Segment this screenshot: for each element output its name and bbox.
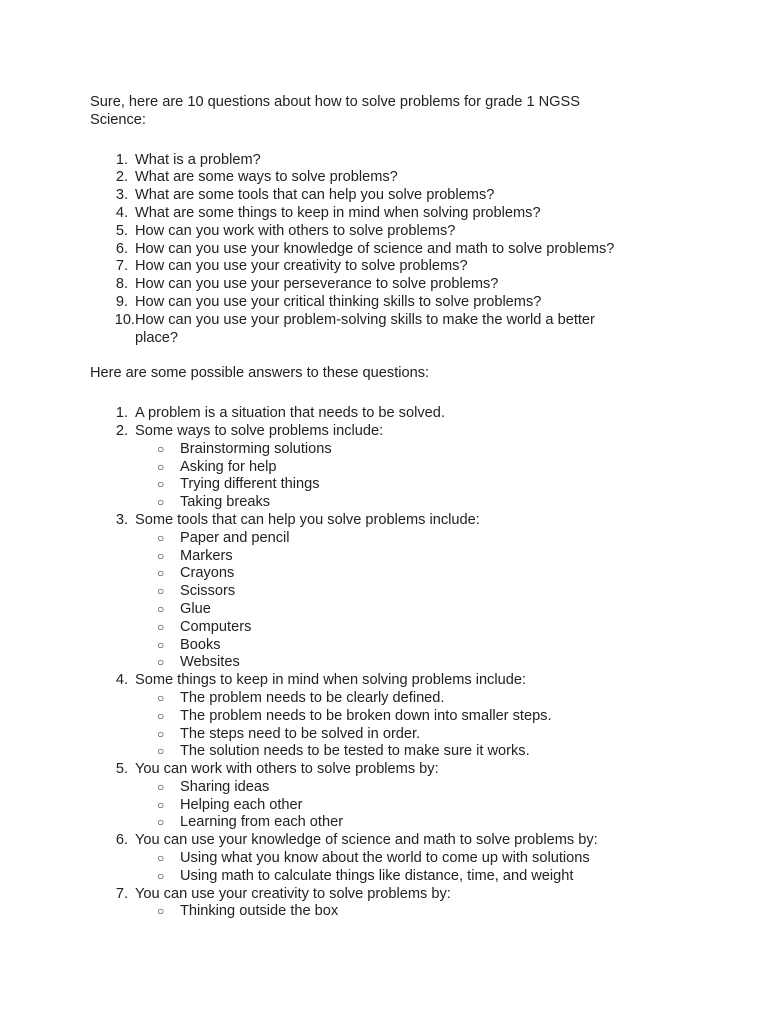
answers-intro-paragraph: Here are some possible answers to these questions: xyxy=(90,365,430,382)
sub-list-item xyxy=(135,708,635,726)
list-number: 7. xyxy=(115,258,128,275)
sub-list-item xyxy=(135,814,635,832)
hollow-bullet-icon: ○ xyxy=(157,548,165,563)
list-number: 5. xyxy=(115,222,128,239)
hollow-bullet-icon: ○ xyxy=(157,477,165,492)
sub-item-text: The problem needs to be clearly defined. xyxy=(180,689,445,706)
answer-text: You can use your knowledge of science and math to solve problems by: xyxy=(135,832,598,849)
sub-list-item xyxy=(135,868,635,886)
hollow-bullet-icon: ○ xyxy=(157,797,165,812)
sub-list-item xyxy=(135,743,635,761)
question-text: How can you use your creativity to solve problems? xyxy=(135,258,468,275)
sub-item-text: Using math to calculate things like distance, time, and weight xyxy=(180,867,574,884)
answer-item xyxy=(90,405,635,423)
answer-item xyxy=(90,761,635,832)
sub-item-text: Glue xyxy=(180,600,211,617)
answer-text: You can work with others to solve problems by: xyxy=(135,761,439,778)
sub-item-text: Books xyxy=(180,636,221,653)
hollow-bullet-icon: ○ xyxy=(157,815,165,830)
list-number: 2. xyxy=(115,169,128,186)
list-number: 6. xyxy=(115,832,128,849)
sub-list xyxy=(135,690,635,761)
question-text: How can you use your perseverance to solve problems? xyxy=(135,276,499,293)
hollow-bullet-icon: ○ xyxy=(157,619,165,634)
sub-item-text: The solution needs to be tested to make sure it works. xyxy=(180,743,530,760)
sub-list-item xyxy=(135,850,635,868)
answer-text: Some tools that can help you solve problems include: xyxy=(135,511,480,528)
sub-list xyxy=(135,441,635,512)
answer-text: Some ways to solve problems include: xyxy=(135,422,384,439)
list-number: 7. xyxy=(115,885,128,902)
question-item xyxy=(90,294,635,312)
sub-item-text: Thinking outside the box xyxy=(180,903,339,920)
question-text: What are some tools that can help you solve problems? xyxy=(135,187,495,204)
hollow-bullet-icon: ○ xyxy=(157,566,165,581)
question-item xyxy=(90,241,635,259)
list-number: 5. xyxy=(115,761,128,778)
sub-item-text: Helping each other xyxy=(180,796,303,813)
answer-item xyxy=(90,512,635,672)
list-number: 6. xyxy=(115,240,128,257)
hollow-bullet-icon: ○ xyxy=(157,726,165,741)
hollow-bullet-icon: ○ xyxy=(157,708,165,723)
sub-list-item xyxy=(135,726,635,744)
sub-item-text: Computers xyxy=(180,618,252,635)
sub-list-item xyxy=(135,654,635,672)
sub-item-text: Taking breaks xyxy=(180,494,271,511)
hollow-bullet-icon: ○ xyxy=(157,904,165,919)
hollow-bullet-icon: ○ xyxy=(157,441,165,456)
answer-item xyxy=(90,672,635,761)
answer-item xyxy=(90,423,635,512)
list-number: 3. xyxy=(115,511,128,528)
question-text: What are some things to keep in mind when solving problems? xyxy=(135,204,541,221)
sub-list-item xyxy=(135,583,635,601)
sub-list-item xyxy=(135,548,635,566)
list-number: 2. xyxy=(115,422,128,439)
sub-list-item xyxy=(135,494,635,512)
question-item xyxy=(90,205,635,223)
sub-item-text: Brainstorming solutions xyxy=(180,440,332,457)
sub-list-item xyxy=(135,619,635,637)
sub-item-text: Asking for help xyxy=(180,458,277,475)
question-item xyxy=(90,276,635,294)
questions-list xyxy=(90,152,768,348)
sub-item-text: The steps need to be solved in order. xyxy=(180,725,421,742)
hollow-bullet-icon: ○ xyxy=(157,459,165,474)
hollow-bullet-icon: ○ xyxy=(157,744,165,759)
question-item xyxy=(90,152,635,170)
sub-list-item xyxy=(135,441,635,459)
sub-item-text: Learning from each other xyxy=(180,814,344,831)
question-text: How can you work with others to solve problems? xyxy=(135,222,456,239)
hollow-bullet-icon: ○ xyxy=(157,690,165,705)
answer-text: A problem is a situation that needs to be solved. xyxy=(135,405,445,422)
sub-item-text: Trying different things xyxy=(180,476,320,493)
answer-text: You can use your creativity to solve problems by: xyxy=(135,885,451,902)
sub-list xyxy=(135,903,635,921)
sub-item-text: The problem needs to be broken down into smaller steps. xyxy=(180,707,552,724)
intro-paragraph: Sure, here are 10 questions about how to solve problems for grade 1 NGSS Science: xyxy=(90,94,580,128)
sub-item-text: Scissors xyxy=(180,583,236,600)
hollow-bullet-icon: ○ xyxy=(157,851,165,866)
sub-list-item xyxy=(135,903,635,921)
sub-list-item xyxy=(135,459,635,477)
question-text: How can you use your knowledge of science and math to solve problems? xyxy=(135,240,615,257)
answer-item xyxy=(90,832,635,885)
hollow-bullet-icon: ○ xyxy=(157,495,165,510)
sub-list-item xyxy=(135,779,635,797)
question-text: What is a problem? xyxy=(135,151,261,168)
sub-item-text: Markers xyxy=(180,547,233,564)
sub-list-item xyxy=(135,601,635,619)
list-number: 1. xyxy=(115,405,128,422)
list-number: 9. xyxy=(115,293,128,310)
sub-list xyxy=(135,779,635,832)
sub-list-item xyxy=(135,530,635,548)
list-number: 4. xyxy=(115,204,128,221)
hollow-bullet-icon: ○ xyxy=(157,779,165,794)
question-item xyxy=(90,169,635,187)
sub-item-text: Sharing ideas xyxy=(180,778,270,795)
sub-list xyxy=(135,530,635,672)
sub-list-item xyxy=(135,690,635,708)
hollow-bullet-icon: ○ xyxy=(157,584,165,599)
question-text: How can you use your critical thinking skills to solve problems? xyxy=(135,293,542,310)
answer-text: Some things to keep in mind when solving problems include: xyxy=(135,672,527,689)
sub-list-item xyxy=(135,476,635,494)
sub-item-text: Websites xyxy=(180,654,240,671)
list-number: 1. xyxy=(115,151,128,168)
sub-item-text: Crayons xyxy=(180,565,235,582)
sub-item-text: Paper and pencil xyxy=(180,529,290,546)
answer-item xyxy=(90,886,635,922)
hollow-bullet-icon: ○ xyxy=(157,655,165,670)
sub-list xyxy=(135,850,635,886)
sub-item-text: Using what you know about the world to come up with solutions xyxy=(180,850,590,867)
answers-list xyxy=(90,405,768,921)
question-item xyxy=(90,187,635,205)
question-text: How can you use your problem-solving skills to make the world a better place? xyxy=(135,311,595,346)
question-item xyxy=(90,312,635,348)
list-number: 4. xyxy=(115,672,128,689)
list-number: 10. xyxy=(114,311,135,328)
question-text: What are some ways to solve problems? xyxy=(135,169,398,186)
hollow-bullet-icon: ○ xyxy=(157,530,165,545)
question-item xyxy=(90,223,635,241)
sub-list-item xyxy=(135,637,635,655)
list-number: 8. xyxy=(115,276,128,293)
hollow-bullet-icon: ○ xyxy=(157,637,165,652)
hollow-bullet-icon: ○ xyxy=(157,601,165,616)
sub-list-item xyxy=(135,797,635,815)
sub-list-item xyxy=(135,565,635,583)
list-number: 3. xyxy=(115,187,128,204)
hollow-bullet-icon: ○ xyxy=(157,868,165,883)
question-item xyxy=(90,258,635,276)
